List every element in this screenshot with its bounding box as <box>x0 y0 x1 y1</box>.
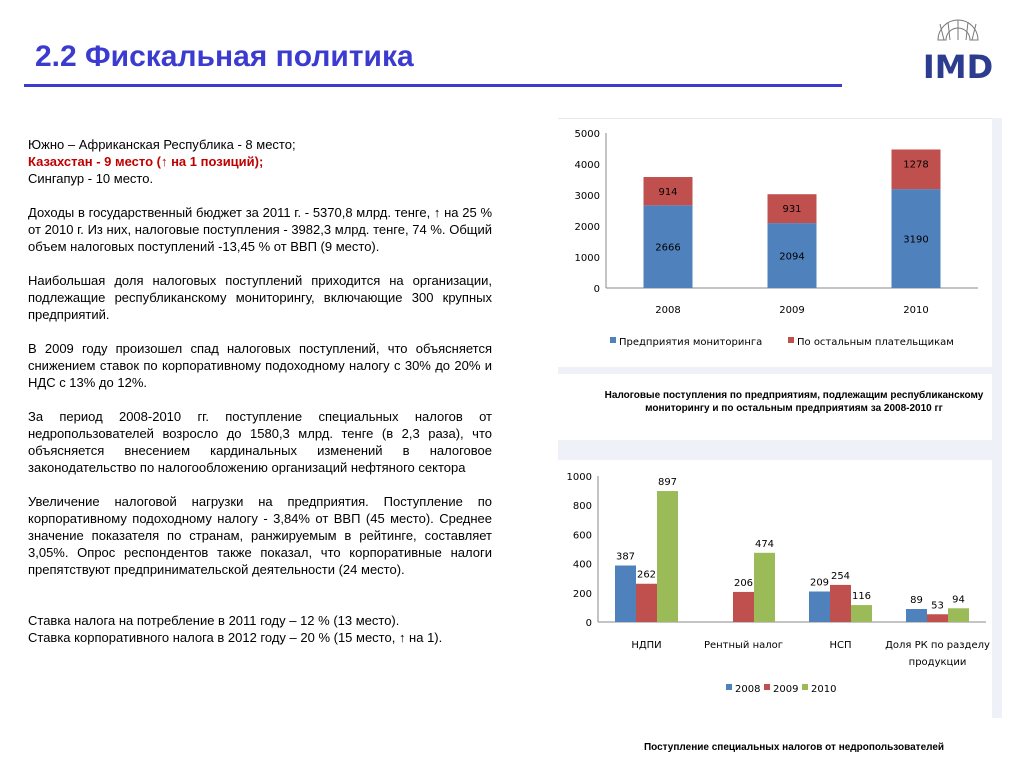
tax-burden-paragraph: Увеличение налоговой нагрузки на предприятия. Поступление по корпоративному подоходному налогу - 3,84% от ВВП (45 место). Среднее значение показателя по странам, ранжируемым в рейтинге, составляет 3,05%. Опрос респондентов также показал, что корпоративные налоги препятствуют предпринимательской деятельности (24 место). <box>28 494 492 577</box>
legend-label: По остальным плательщикам <box>797 337 954 348</box>
y-tick-label: 3000 <box>574 191 600 202</box>
data-label: 387 <box>615 551 636 563</box>
data-label: 254 <box>830 570 851 582</box>
legend-swatch <box>610 337 616 343</box>
data-label: 89 <box>910 595 923 607</box>
rates-line-2: Ставка корпоративного налога в 2012 году – 20 % (15 место, ↑ на 1). <box>28 630 443 645</box>
title-underline <box>24 84 842 87</box>
bar-2008 <box>615 565 636 622</box>
data-label: 931 <box>782 204 802 216</box>
bar-2009 <box>733 592 754 622</box>
data-label: 53 <box>931 600 944 612</box>
legend-label: 2009 <box>773 684 799 695</box>
data-label: 1278 <box>903 159 929 171</box>
chart-tax-revenue-caption: Налоговые поступления по предприятиям, подлежащим республиканскому мониторингу и по остальным предприятиям за 2008-2010 гг <box>604 390 984 414</box>
x-tick-label: НДПИ <box>631 640 662 651</box>
ranking-paragraph <box>28 136 492 187</box>
y-tick-label: 2000 <box>574 222 600 233</box>
chart-special-taxes <box>558 460 992 716</box>
y-tick-label: 1000 <box>566 472 592 483</box>
panel-shadow-right <box>992 118 1002 718</box>
budget-paragraph: Доходы в государственный бюджет за 2011 г. - 5370,8 млрд. тенге, ↑ на 25 % от 2010 г. Из них, налоговые поступления - 3982,3 млрд. тенге, 74 %. Общий объем налоговых поступлений -13,45 % от ВВП (9 место). <box>28 205 492 254</box>
legend-label: Предприятия мониторинга <box>619 337 763 348</box>
y-tick-label: 600 <box>572 530 592 542</box>
ranking-line-1: Южно – Африканская Республика - 8 место; <box>28 137 296 152</box>
y-tick-label: 0 <box>593 284 600 295</box>
text-column <box>28 136 492 663</box>
x-tick-label: НСП <box>829 640 852 651</box>
legend-swatch <box>802 684 808 690</box>
y-tick-label: 400 <box>572 559 592 571</box>
logo-text: IMD <box>922 48 994 84</box>
legend-swatch <box>788 337 794 343</box>
data-label: 914 <box>658 187 678 199</box>
y-tick-label: 4000 <box>574 160 600 171</box>
special-taxes-paragraph: За период 2008-2010 гг. поступление специальных налогов от недропользователей возросло до 1580,3 млрд. тенге (в 2,3 раза), что объясняется внесением кардинальных изменений в налоговое законодательство по налогообложению организаций нефтяного сектора <box>28 409 492 475</box>
bar-2010 <box>851 605 872 622</box>
y-tick-label: 1000 <box>574 253 600 264</box>
ranking-line-kazakhstan: Казахстан - 9 место (↑ на 1 позиций); <box>28 154 264 169</box>
data-label: 209 <box>809 577 830 589</box>
x-tick-label: продукции <box>908 657 967 668</box>
x-tick-label: 2008 <box>655 305 681 316</box>
x-tick-label: Рентный налог <box>703 640 784 651</box>
chart-special-taxes-panel <box>558 460 992 716</box>
legend-swatch <box>726 684 732 690</box>
x-tick-label: 2009 <box>779 305 805 316</box>
data-label: 2094 <box>779 251 805 263</box>
rates-line-1: Ставка налога на потребление в 2011 году – 12 % (13 место). <box>28 613 400 628</box>
data-label: 116 <box>851 591 872 603</box>
data-label: 206 <box>733 577 754 589</box>
x-tick-label: 2010 <box>903 305 929 316</box>
y-tick-label: 0 <box>585 618 592 629</box>
y-tick-label: 800 <box>572 501 592 513</box>
legend-label: 2008 <box>735 684 761 695</box>
data-label: 474 <box>754 538 775 550</box>
data-label: 262 <box>636 569 657 581</box>
y-tick-label: 5000 <box>574 129 600 140</box>
x-tick-label: Доля РК по разделу <box>885 640 990 651</box>
monitoring-paragraph: Наибольшая доля налоговых поступлений приходится на организации, подлежащие республиканскому мониторингу, включающие 300 крупных предприятий. <box>28 273 492 322</box>
panel-shadow-2 <box>558 440 992 462</box>
data-label: 94 <box>952 594 965 606</box>
bar-2010 <box>948 608 969 622</box>
data-label: 3190 <box>903 234 929 246</box>
bar-2008 <box>906 609 927 622</box>
bar-2009 <box>830 585 851 622</box>
chart-special-taxes-caption: Поступление специальных налогов от недропользователей <box>643 742 945 753</box>
ranking-line-3: Сингапур - 10 место. <box>28 171 154 186</box>
chart-tax-revenue <box>558 119 992 367</box>
bar-2009 <box>636 584 657 622</box>
bar-2009 <box>927 614 948 622</box>
rates-paragraph <box>28 612 492 646</box>
data-label: 2666 <box>655 242 681 254</box>
decline-paragraph: В 2009 году произошел спад налоговых поступлений, что объясняется снижением ставок по корпоративному подоходному налогу с 30% до 20% и НДС с 13% до 12%. <box>28 341 492 390</box>
page-title: 2.2 Фискальная политика <box>35 40 414 73</box>
imd-logo <box>910 14 1006 84</box>
bar-2010 <box>657 491 678 622</box>
bar-2010 <box>754 553 775 622</box>
legend-label: 2010 <box>811 684 837 695</box>
bar-2008 <box>809 591 830 622</box>
chart-tax-revenue-panel <box>558 118 992 367</box>
y-tick-label: 200 <box>572 588 592 600</box>
legend-swatch <box>764 684 770 690</box>
data-label: 897 <box>657 477 678 489</box>
